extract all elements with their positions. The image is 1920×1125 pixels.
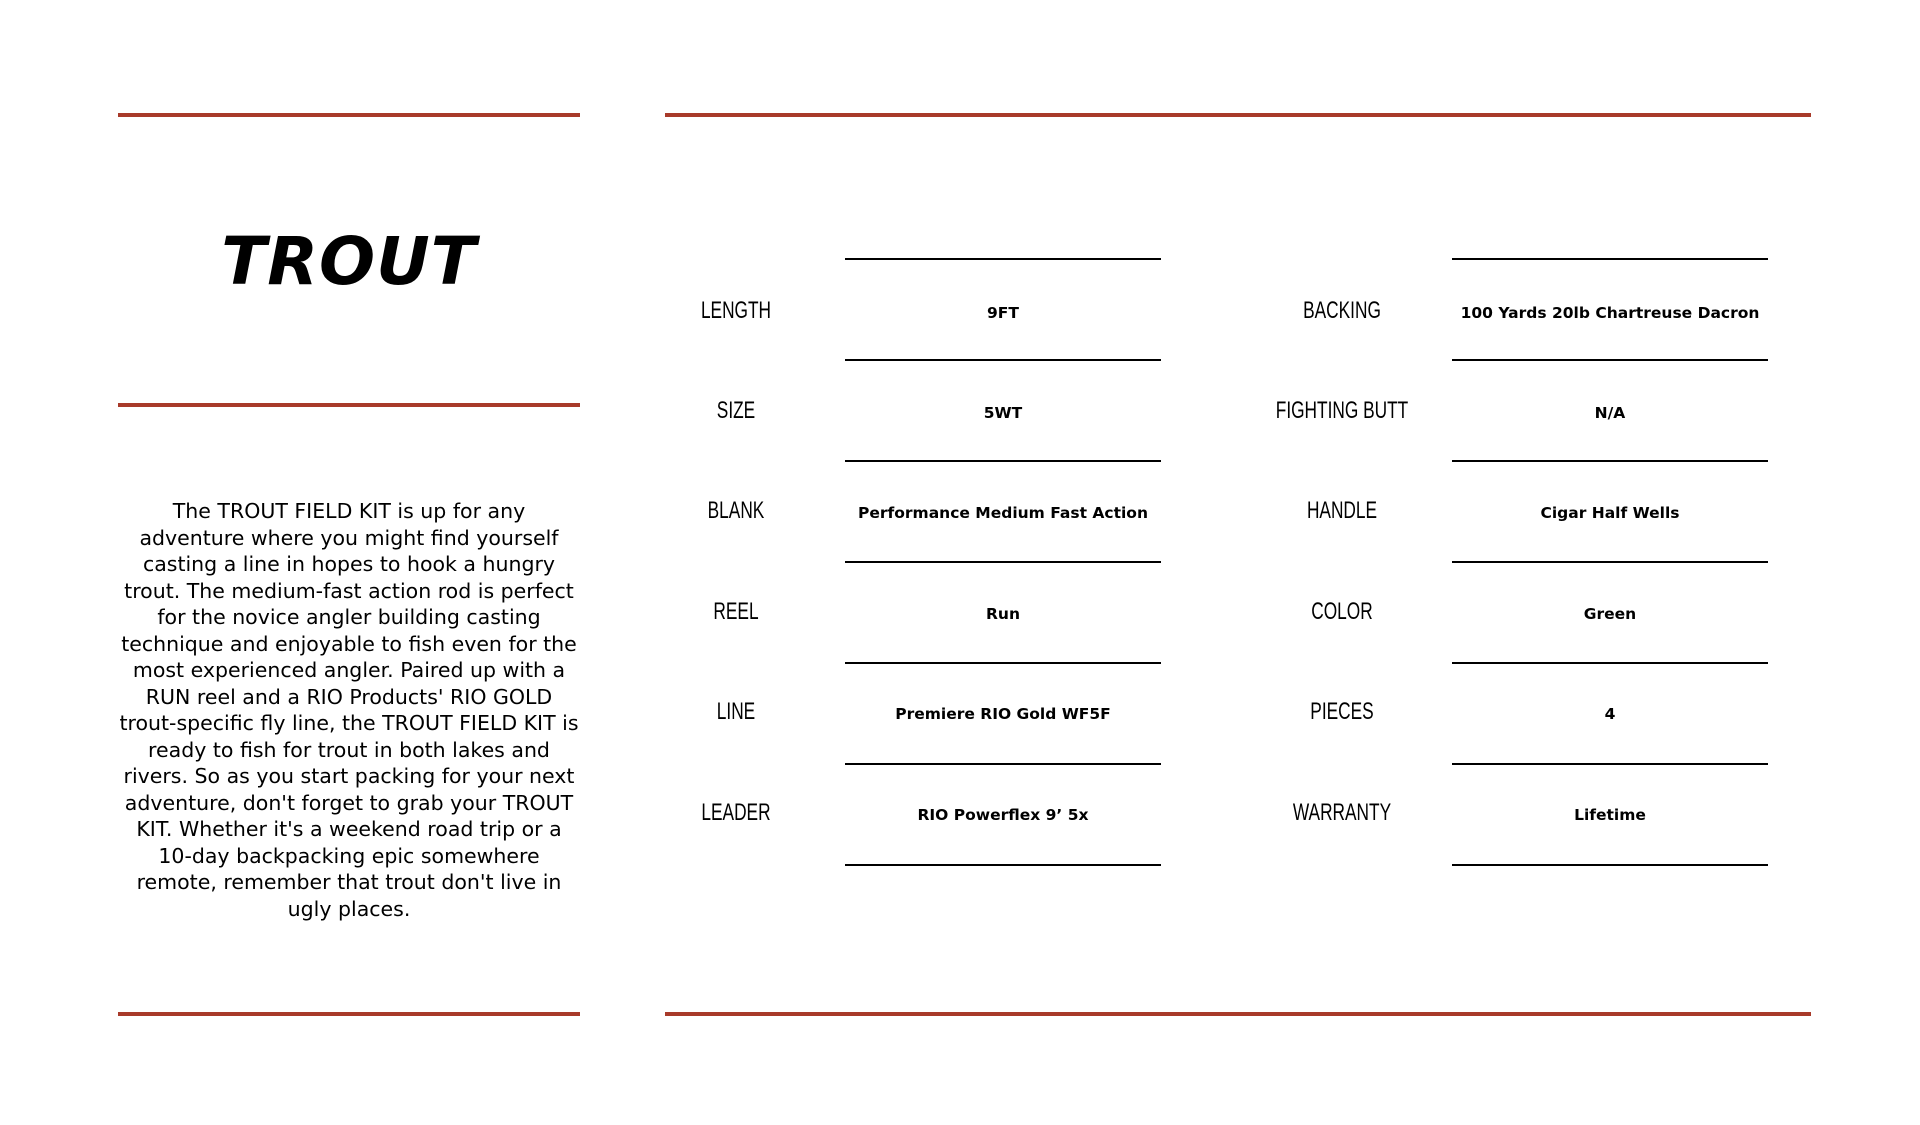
spec-value: Green	[1583, 605, 1637, 623]
spec-divider	[845, 460, 1161, 462]
left-middle-rule	[118, 403, 580, 407]
spec-value: 4	[1604, 705, 1616, 723]
spec-label: LINE	[716, 698, 756, 725]
spec-label: BACKING	[1303, 297, 1381, 324]
right-bottom-rule	[665, 1012, 1811, 1016]
spec-value: RIO Powerflex 9’ 5x	[917, 806, 1089, 824]
spec-divider	[1452, 763, 1768, 765]
spec-value: Performance Medium Fast Action	[858, 504, 1148, 522]
spec-divider	[1452, 359, 1768, 361]
spec-value: 5WT	[983, 404, 1023, 422]
spec-divider	[845, 864, 1161, 866]
spec-divider	[845, 662, 1161, 664]
spec-value: Lifetime	[1574, 806, 1646, 824]
spec-label: REEL	[713, 598, 759, 625]
spec-label: BLANK	[707, 497, 765, 524]
spec-value: N/A	[1594, 404, 1626, 422]
spec-label: FIGHTING BUTT	[1275, 397, 1409, 424]
spec-label: SIZE	[716, 397, 756, 424]
spec-value: 100 Yards 20lb Chartreuse Dacron	[1460, 304, 1760, 322]
right-top-rule	[665, 113, 1811, 117]
spec-divider	[845, 258, 1161, 260]
spec-label: WARRANTY	[1292, 799, 1392, 826]
spec-divider	[845, 561, 1161, 563]
spec-divider	[845, 763, 1161, 765]
spec-label: PIECES	[1310, 698, 1374, 725]
spec-divider	[1452, 561, 1768, 563]
spec-divider	[845, 359, 1161, 361]
left-bottom-rule	[118, 1012, 580, 1016]
spec-divider	[1452, 460, 1768, 462]
spec-divider	[1452, 864, 1768, 866]
left-top-rule	[118, 113, 580, 117]
spec-label: HANDLE	[1306, 497, 1378, 524]
spec-divider	[1452, 662, 1768, 664]
spec-label: COLOR	[1311, 598, 1373, 625]
product-title: TROUT	[221, 223, 477, 300]
spec-value: Cigar Half Wells	[1540, 504, 1680, 522]
spec-label: LEADER	[701, 799, 771, 826]
spec-value: 9FT	[987, 304, 1019, 322]
spec-value: Run	[985, 605, 1020, 623]
spec-value: Premiere RIO Gold WF5F	[895, 705, 1111, 723]
spec-label: LENGTH	[700, 297, 772, 324]
spec-divider	[1452, 258, 1768, 260]
product-description: The TROUT FIELD KIT is up for any adventure where you might find yourself casting a line in hopes to hook a hungry trout. The medium-fast action rod is perfect for the novice angler building casting technique and enjoyable to fish even for the most experienced angler. Paired up with a RUN reel and a RIO Products' RIO GOLD trout-specific fly line, the TROUT FIELD KIT is ready to fish for trout in both lakes and rivers. So as you start packing for your next adventure, don't forget to grab your TROUT KIT. Whether it's a weekend road trip or a 10-day backpacking epic somewhere remote, remember that trout don't live in ugly places.	[119, 499, 579, 921]
